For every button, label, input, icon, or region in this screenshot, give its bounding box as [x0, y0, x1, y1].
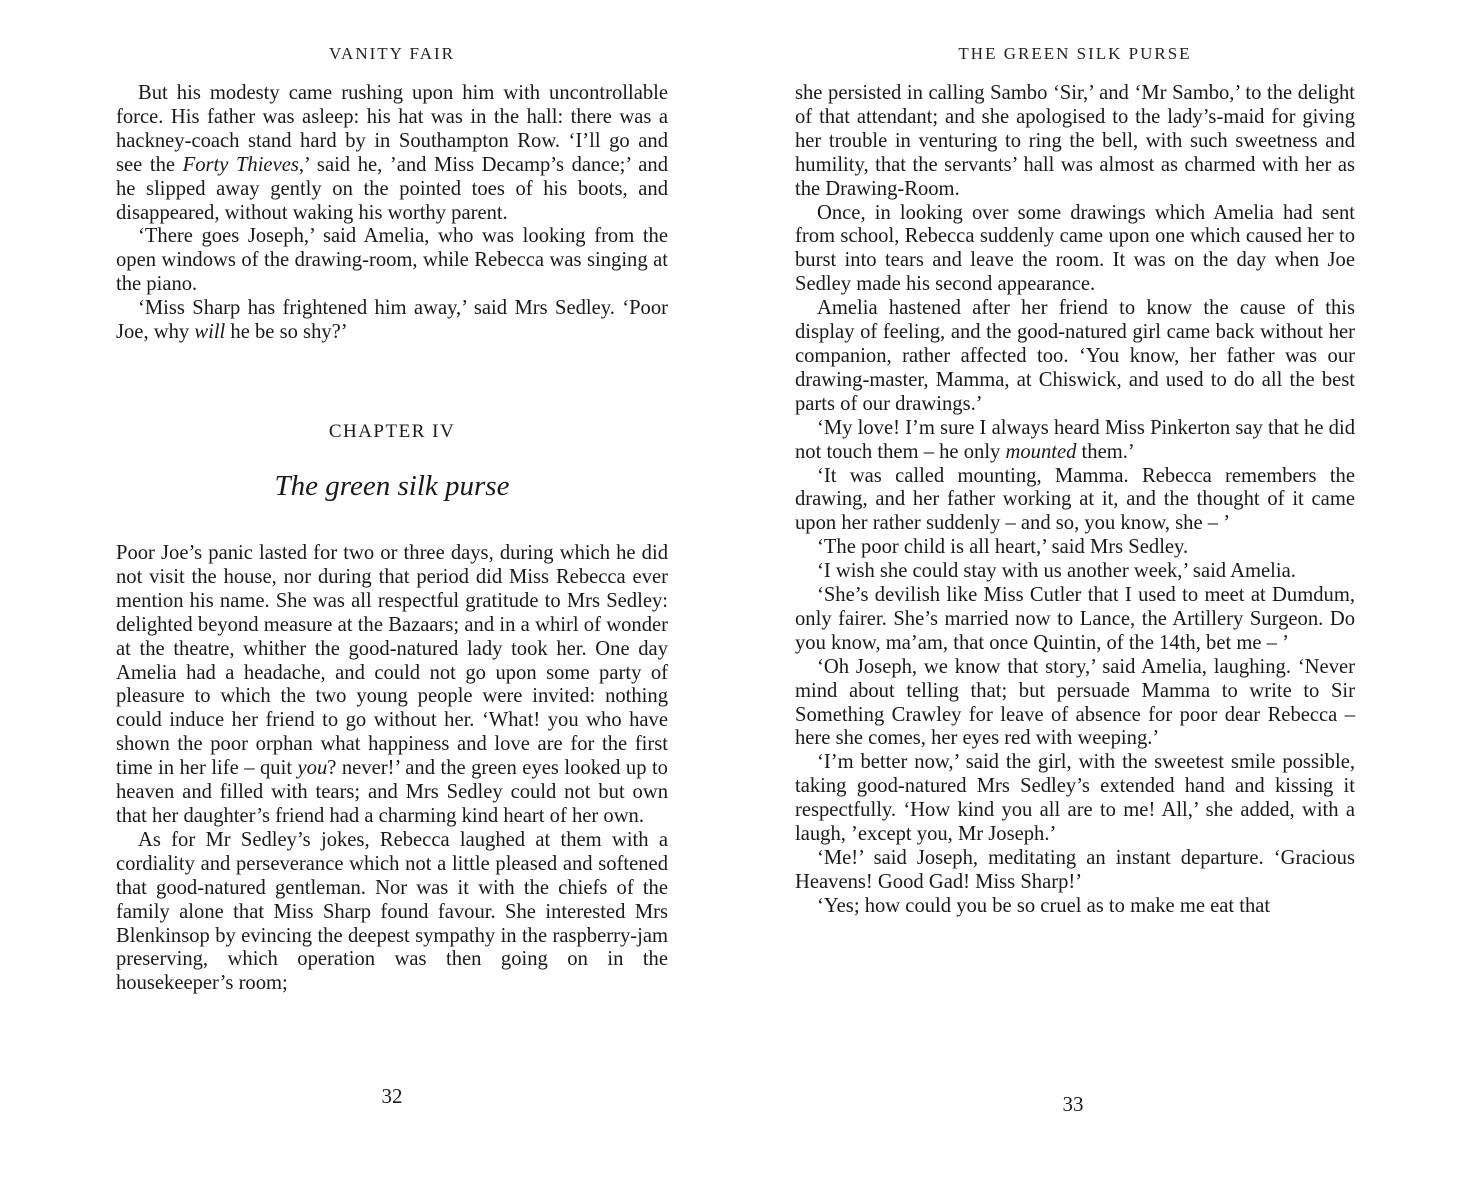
paragraph: Poor Joe’s panic lasted for two or three days, during which he did not visit the house, nor during that period did Miss Rebecca ever mention his name. She was all respectful gratitude to Mrs Sedley: delighted beyond measure at the Bazaars; and in a whirl of wonder at the theatre, whither the good-natured lady took her. One day Amelia had a headache, and could not go upon some party of pleasure to which the two young people were invited: nothing could induce her friend to go without her. ‘What! you who have shown the poor orphan what happiness and love are for the first time in her life – quit you? never!’ and the green eyes looked up to heaven and filled with tears; and Mrs Sedley could not but own that her daughter’s friend had a charming kind heart of her own. — [116, 542, 668, 827]
paragraph: ‘It was called mounting, Mamma. Rebecca remembers the drawing, and her father working at it, and the thought of it came upon her rather suddenly – and so, you know, she – ’ — [795, 464, 1355, 535]
paragraph: ‘I’m better now,’ said the girl, with the sweetest smile possible, taking good-natured Mrs Sedley’s extended hand and kissing it respectfully. ‘How kind you all are to me! All,’ she added, with a laugh, ’except you, Mr Joseph.’ — [795, 751, 1355, 846]
running-head-right: THE GREEN SILK PURSE — [958, 44, 1192, 63]
left-body-text — [116, 542, 668, 996]
paragraph: ‘Me!’ said Joseph, meditating an instant departure. ‘Gracious Heavens! Good Gad! Miss Sharp!’ — [795, 847, 1355, 893]
right-page — [731, 0, 1462, 1180]
paragraph: she persisted in calling Sambo ‘Sir,’ and ‘Mr Sambo,’ to the delight of that attendant; and she apologised to the lady’s-maid for giving her trouble in venturing to ring the bell, with such sweetness and humility, that the servants’ hall was almost as charmed with her as the Drawing-Room. — [795, 82, 1355, 200]
page-number-right: 33 — [1062, 1092, 1084, 1116]
paragraph: ‘Oh Joseph, we know that story,’ said Amelia, laughing. ‘Never mind about telling that; but persuade Mamma to write to Sir Something Crawley for leave of absence for poor dear Rebecca – here she comes, her eyes red with weeping.’ — [795, 655, 1355, 750]
paragraph: As for Mr Sedley’s jokes, Rebecca laughed at them with a cordiality and perseverance which not a little pleased and softened that good-natured gentleman. Nor was it with the chiefs of the family alone that Miss Sharp found favour. She interested Mrs Blenkinsop by evincing the deepest sympathy in the raspberry-jam preserving, which operation was then going on in the housekeeper’s room; — [116, 828, 668, 995]
page-number-left: 32 — [381, 1084, 403, 1108]
paragraph: But his modesty came rushing upon him with uncontrollable force. His father was asleep: his hat was in the hall: there was a hackney-coach stand hard by in Southampton Row. ‘I’ll go and see the Forty Thieves,’ said he, ’and Miss Decamp’s dance;’ and he slipped away gently on the pointed toes of his boots, and disappeared, without waking his worthy parent. — [116, 82, 668, 224]
paragraph: Amelia hastened after her friend to know the cause of this display of feeling, and the good-natured girl came back without her companion, rather affected too. ‘You know, her father was our drawing-master, Mamma, at Chiswick, and used to do all the best parts of our drawings.’ — [795, 297, 1355, 415]
paragraph: ‘Yes; how could you be so cruel as to make me eat that — [817, 894, 1271, 917]
paragraph: ‘She’s devilish like Miss Cutler that I used to meet at Dumdum, only fairer. She’s married now to Lance, the Artillery Surgeon. Do you know, ma’am, that once Quintin, of the 14th, bet me – ’ — [795, 584, 1355, 654]
right-text — [795, 82, 1355, 919]
paragraph: ‘The poor child is all heart,’ said Mrs Sedley. — [817, 536, 1189, 559]
running-head-left: VANITY FAIR — [328, 44, 456, 63]
paragraph: ‘My love! I’m sure I always heard Miss Pinkerton say that he did not touch them – he only mounted them.’ — [795, 416, 1355, 463]
chapter-number: CHAPTER IV — [328, 421, 456, 442]
paragraph: ‘I wish she could stay with us another week,’ said Amelia. — [817, 560, 1296, 583]
paragraph: ‘There goes Joseph,’ said Amelia, who was looking from the open windows of the drawing-room, while Rebecca was singing at the piano. — [116, 225, 668, 296]
paragraph: Once, in looking over some drawings which Amelia had sent from school, Rebecca suddenly came upon one which caused her to burst into tears and leave the room. It was on the day when Joe Sedley made his second appearance. — [795, 201, 1355, 296]
left-top-text — [116, 82, 668, 345]
paragraph: ‘Miss Sharp has frightened him away,’ said Mrs Sedley. ‘Poor Joe, why will he be so shy?’ — [116, 297, 668, 344]
chapter-title: The green silk purse — [274, 470, 510, 502]
